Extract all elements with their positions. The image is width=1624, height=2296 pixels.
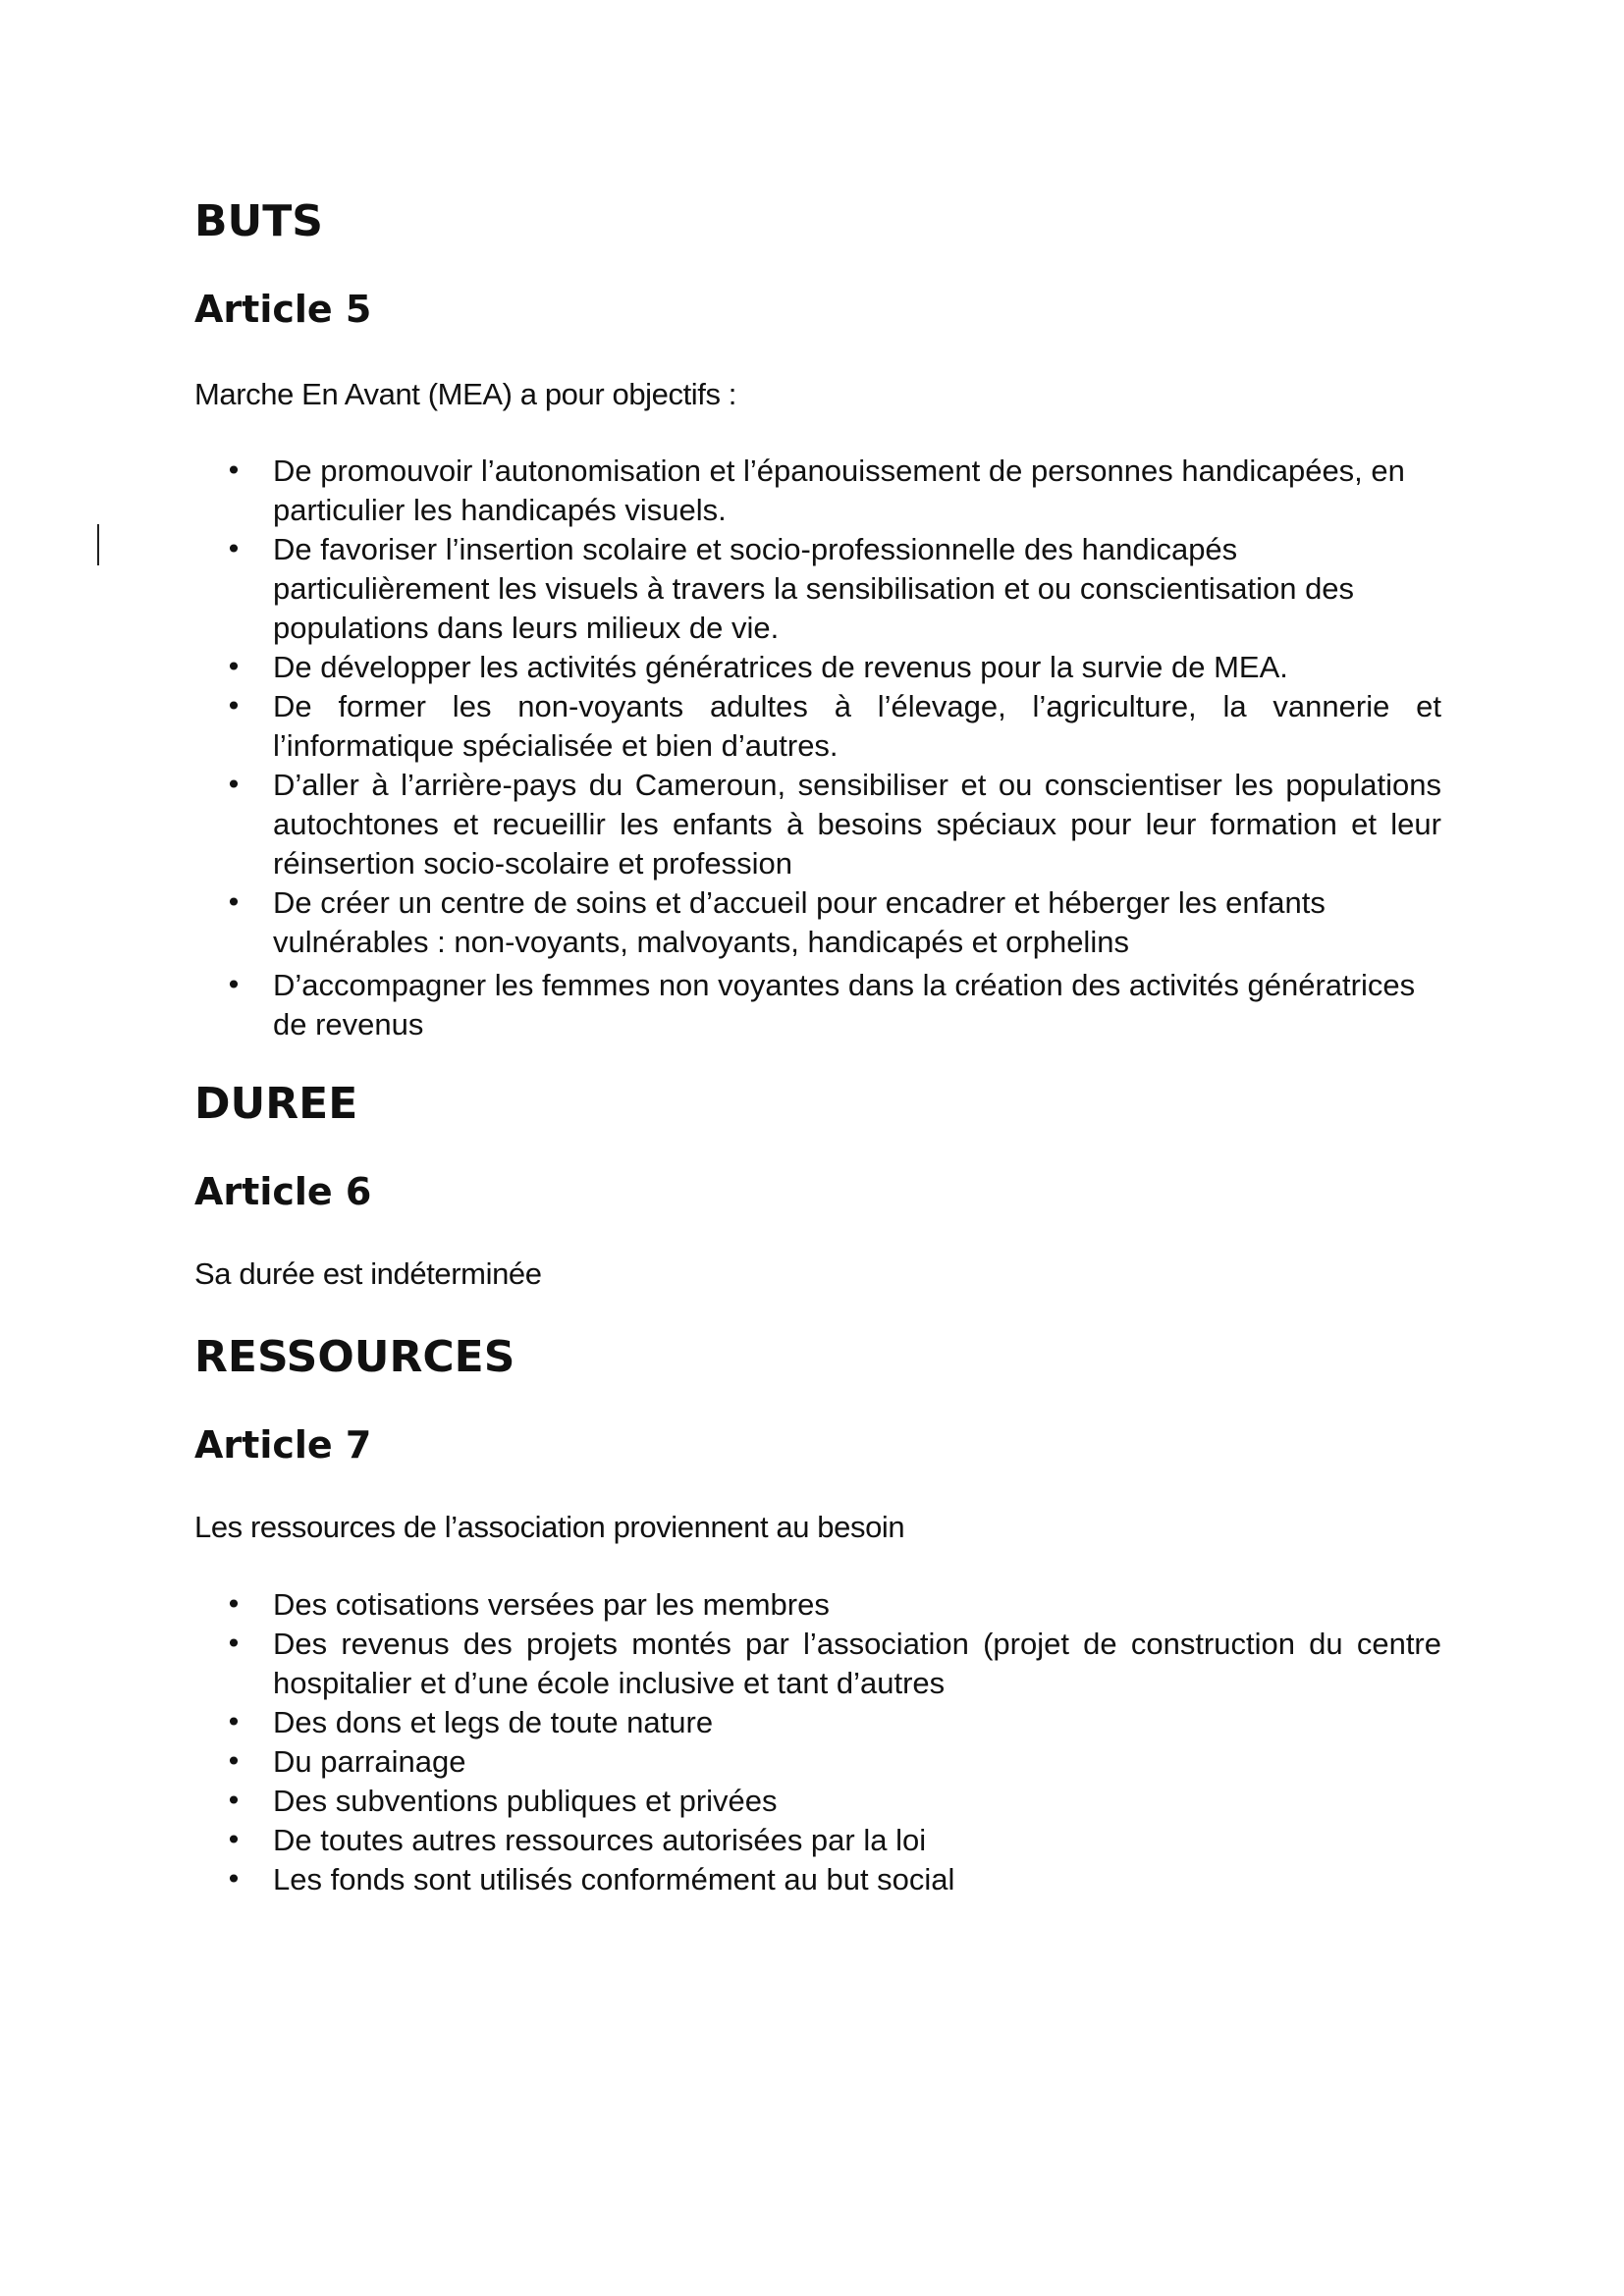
list-item-text: De toutes autres ressources autorisées par la loi: [273, 1823, 927, 1857]
list-item: [0, 1742, 1441, 1782]
list-item-text: De former les non-voyants adultes à l’élevage, l’agriculture, la vannerie et l’informatique spécialisée et bien d’autres.: [273, 689, 1441, 763]
list-item-text: Des dons et legs de toute nature: [273, 1705, 714, 1739]
list-item: [0, 883, 1441, 962]
list-item-text: Les fonds sont utilisés conformément au but social: [273, 1862, 955, 1896]
bullet-icon: •: [225, 1863, 243, 1896]
list-item: [0, 648, 1441, 687]
list-item: [0, 1782, 1441, 1821]
list-item-text: Du parrainage: [273, 1744, 466, 1779]
article-7-intro: Les ressources de l’association proviennent au besoin: [194, 1510, 905, 1544]
list-item-text: D’accompagner les femmes non voyantes dans la création des activités génératrices de revenus: [273, 968, 1416, 1041]
list-item-text: De créer un centre de soins et d’accueil pour encadrer et héberger les enfants vulnérables : non-voyants, malvoyants, handicapés et orphelins: [273, 885, 1326, 959]
bullet-icon: •: [225, 690, 243, 722]
article-5-title: Article 5: [194, 288, 372, 331]
list-item: [0, 1860, 1441, 1899]
section-title-buts: BUTS: [194, 196, 323, 246]
article-6-title: Article 6: [194, 1170, 372, 1213]
section-title-ressources: RESSOURCES: [194, 1332, 515, 1382]
list-item: [0, 1821, 1441, 1860]
list-item: [0, 1703, 1441, 1742]
bullet-icon: •: [225, 1588, 243, 1621]
bullet-icon: •: [225, 1706, 243, 1738]
bullet-icon: •: [225, 651, 243, 683]
resources-list: [0, 1585, 1624, 1899]
list-item: [0, 1625, 1441, 1703]
list-item: [0, 766, 1441, 883]
list-item-text: Des cotisations versées par les membres: [273, 1587, 830, 1622]
list-item-text: De favoriser l’insertion scolaire et socio-professionnelle des handicapés particulièrement les visuels à travers la sensibilisation et ou conscientisation des populations dans leurs milieux de vie.: [273, 532, 1355, 645]
article-7-title: Article 7: [194, 1423, 372, 1467]
bullet-icon: •: [225, 969, 243, 1001]
list-item-text: De promouvoir l’autonomisation et l’épanouissement de personnes handicapées, en particulier les handicapés visuels.: [273, 454, 1405, 527]
bullet-icon: •: [225, 1745, 243, 1778]
list-item-text: Des subventions publiques et privées: [273, 1784, 778, 1818]
bullet-icon: •: [225, 1628, 243, 1660]
section-title-duree: DUREE: [194, 1079, 358, 1129]
objectives-list: [0, 452, 1624, 1044]
list-item: [0, 687, 1441, 766]
article-6-text: Sa durée est indéterminée: [194, 1256, 542, 1291]
list-item: [0, 966, 1441, 1044]
bullet-icon: •: [225, 886, 243, 919]
list-item: [0, 452, 1441, 530]
list-item: [0, 1585, 1441, 1625]
list-item-text: De développer les activités génératrices de revenus pour la survie de MEA.: [273, 650, 1288, 684]
list-item-text: D’aller à l’arrière-pays du Cameroun, sensibiliser et ou conscientiser les populations autochtones et recueillir les enfants à besoins spéciaux pour leur formation et leur réinsertion socio-scolaire et profession: [273, 768, 1441, 881]
bullet-icon: •: [225, 1785, 243, 1817]
bullet-icon: •: [225, 533, 243, 565]
bullet-icon: •: [225, 1824, 243, 1856]
bullet-icon: •: [225, 769, 243, 801]
list-item-text: Des revenus des projets montés par l’association (projet de construction du centre hospitalier et d’une école inclusive et tant d’autres: [273, 1627, 1441, 1700]
list-item: [0, 530, 1441, 648]
article-5-intro: Marche En Avant (MEA) a pour objectifs :: [194, 377, 737, 411]
bullet-icon: •: [225, 454, 243, 487]
